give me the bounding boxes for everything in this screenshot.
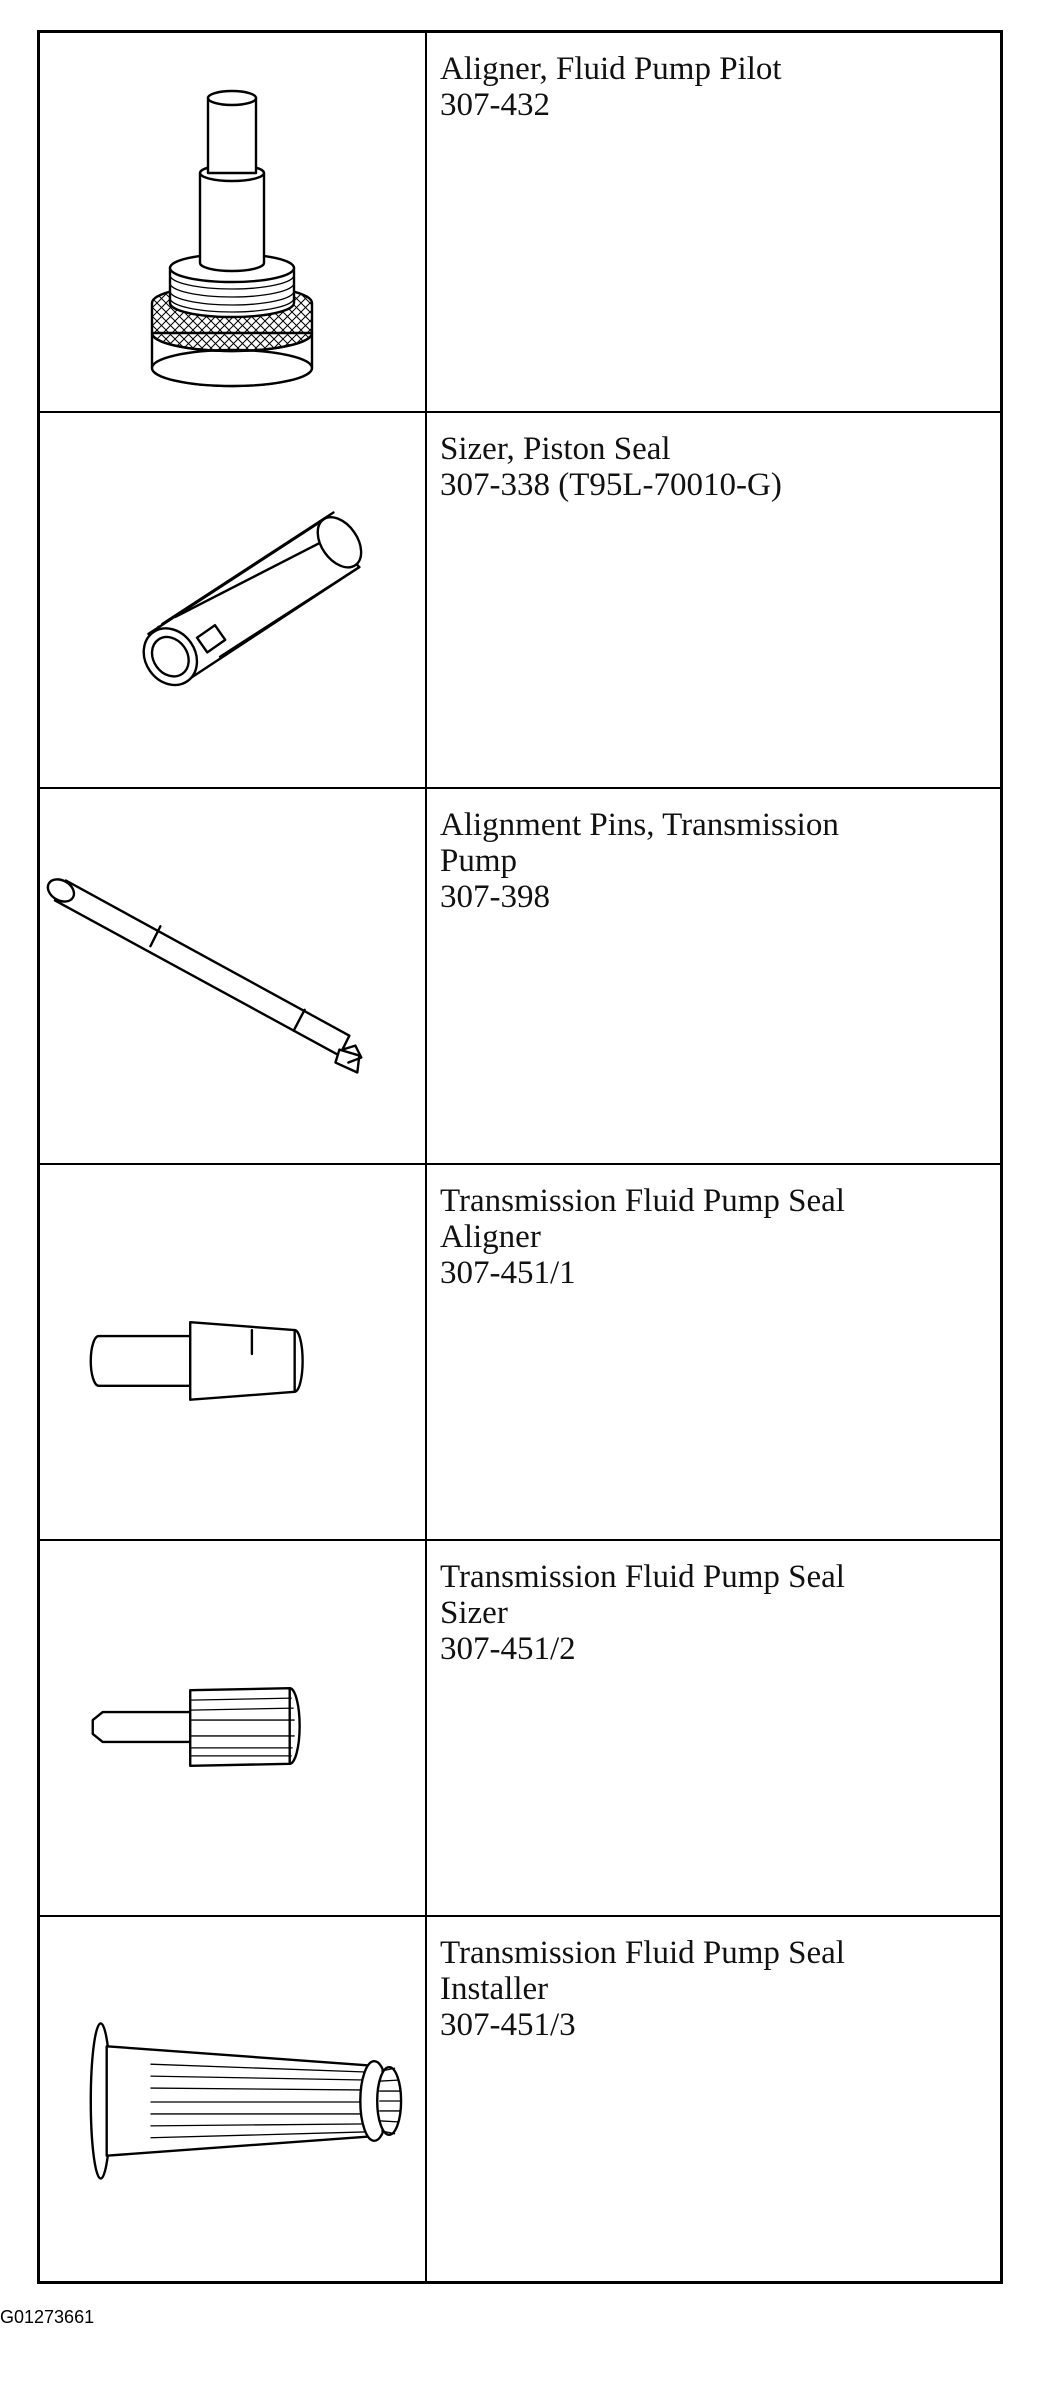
tool-number: 307-338 (T95L-70010-G) (440, 467, 782, 503)
tool-description (440, 51, 985, 123)
tool-number: 307-398 (440, 879, 550, 915)
piston-seal-sizer-icon (40, 413, 425, 787)
column-divider (425, 1165, 427, 1539)
column-divider (425, 789, 427, 1163)
tool-name-line-1: Transmission Fluid Pump Seal (440, 1559, 845, 1595)
tool-name-line-2: Sizer (440, 1595, 508, 1631)
pump-seal-sizer-icon (40, 1541, 425, 1915)
tool-name-line-1: Transmission Fluid Pump Seal (440, 1935, 845, 1971)
column-divider (425, 1917, 427, 2281)
tool-name-line-1: Transmission Fluid Pump Seal (440, 1183, 845, 1219)
tool-row (40, 1915, 1000, 2281)
alignment-pin-icon (40, 789, 425, 1163)
tool-description (440, 1935, 985, 2043)
fluid-pump-pilot-aligner-icon (40, 33, 425, 411)
tool-number: 307-451/2 (440, 1631, 576, 1667)
tool-description (440, 1183, 985, 1291)
tool-row (40, 787, 1000, 1163)
column-divider (425, 33, 427, 411)
tool-row (40, 1163, 1000, 1539)
tool-description (440, 1559, 985, 1667)
tool-name: Aligner, Fluid Pump Pilot (440, 51, 782, 87)
tool-name-line-1: Alignment Pins, Transmission (440, 807, 839, 843)
tool-number: 307-451/1 (440, 1255, 576, 1291)
tool-row (40, 33, 1000, 411)
pump-seal-aligner-icon (40, 1165, 425, 1539)
tool-row (40, 1539, 1000, 1915)
column-divider (425, 413, 427, 787)
tool-number: 307-451/3 (440, 2007, 576, 2043)
pump-seal-installer-icon (40, 1917, 425, 2281)
tool-row (40, 411, 1000, 787)
tool-number: 307-432 (440, 87, 550, 123)
column-divider (425, 1541, 427, 1915)
special-tools-table (37, 30, 1003, 2284)
tool-description (440, 431, 985, 503)
figure-id: G01273661 (0, 2307, 95, 2327)
tool-name-line-2: Aligner (440, 1219, 541, 1255)
tool-description (440, 807, 985, 915)
tool-name-line-2: Pump (440, 843, 518, 879)
tool-name-line-2: Installer (440, 1971, 549, 2007)
tool-name: Sizer, Piston Seal (440, 431, 671, 467)
